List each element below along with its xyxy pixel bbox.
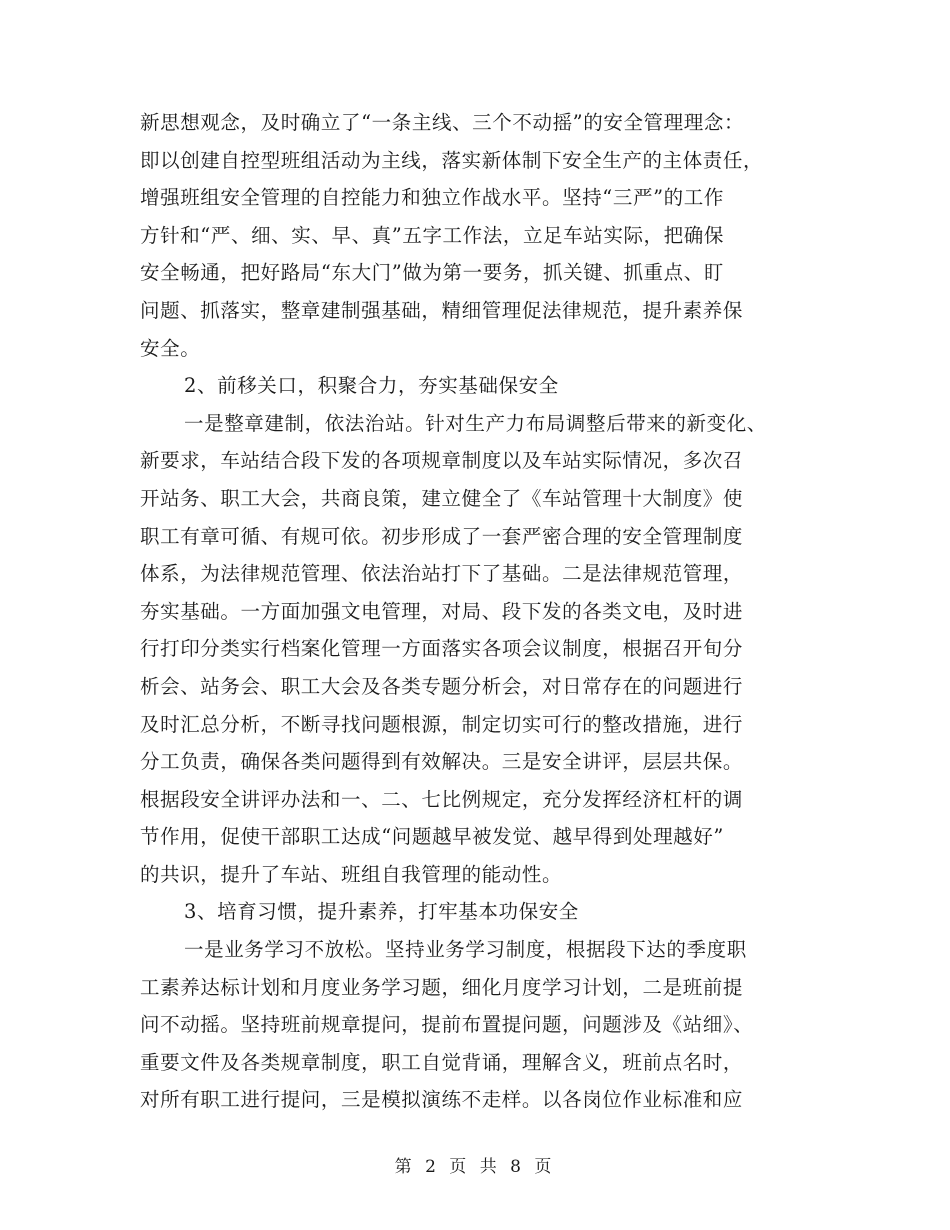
text-line: 开站务、职工大会，共商良策，建立健全了《车站管理十大制度》使 (140, 486, 744, 510)
text-line: 问题、抓落实，整章建制强基础，精细管理促法律规范，提升素养保 (140, 298, 744, 322)
text-line: 新要求，车站结合段下发的各项规章制度以及车站实际情况，多次召 (140, 449, 744, 473)
text-line: 根据段安全讲评办法和一、二、七比例规定，充分发挥经济杠杆的调 (140, 787, 744, 811)
text-line: 及时汇总分析，不断寻找问题根源，制定切实可行的整改措施，进行 (140, 712, 744, 736)
text-line: 方针和“严、细、实、早、真”五字工作法，立足车站实际，把确保 (140, 223, 724, 247)
text-line: 安全畅通，把好路局“东大门”做为第一要务，抓关键、抓重点、盯 (140, 261, 724, 285)
text-line: 对所有职工进行提问，三是模拟演练不走样。以各岗位作业标准和应 (140, 1088, 744, 1112)
text-line: 的共识，提升了车站、班组自我管理的能动性。 (140, 862, 563, 886)
text-line: 问不动摇。坚持班前规章提问，提前布置提问题，问题涉及《站细》、 (140, 1013, 754, 1037)
text-line: 2、前移关口，积聚合力，夯实基础保安全 (184, 374, 559, 398)
text-line: 职工有章可循、有规可依。初步形成了一套严密合理的安全管理制度 (140, 524, 744, 548)
text-line: 安全。 (140, 336, 201, 360)
text-line: 新思想观念，及时确立了“一条主线、三个不动摇”的安全管理理念： (140, 111, 745, 134)
text-line: 3、培育习惯，提升素养，打牢基本功保安全 (184, 900, 579, 924)
text-line: 体系，为法律规范管理、依法治站打下了基础。二是法律规范管理， (140, 562, 744, 586)
text-line: 夯实基础。一方面加强文电管理，对局、段下发的各类文电，及时进 (140, 599, 744, 623)
page-footer: 第 2 页 共 8 页 (394, 1157, 556, 1177)
text-line: 增强班组安全管理的自控能力和独立作战水平。坚持“三严”的工作 (140, 186, 724, 210)
text-line: 分工负责，确保各类问题得到有效解决。三是安全讲评，层层共保。 (140, 750, 744, 774)
text-line: 工素养达标计划和月度业务学习题，细化月度学习计划，二是班前提 (140, 975, 744, 999)
text-line: 即以创建自控型班组活动为主线，落实新体制下安全生产的主体责任， (140, 148, 764, 172)
text-line: 一是业务学习不放松。坚持业务学习制度，根据段下达的季度职 (184, 938, 747, 962)
text-line: 析会、站务会、职工大会及各类专题分析会，对日常存在的问题进行 (140, 674, 744, 698)
text-line: 一是整章建制，依法治站。针对生产力布局调整后带来的新变化、 (184, 411, 767, 435)
text-line: 重要文件及各类规章制度，职工自觉背诵，理解含义，班前点名时， (140, 1050, 744, 1074)
body-text (140, 104, 830, 1119)
text-line: 行打印分类实行档案化管理一方面落实各项会议制度，根据召开旬分 (140, 637, 744, 661)
text-line: 节作用，促使干部职工达成“问题越早被发觉、越早得到处理越好” (140, 825, 724, 849)
